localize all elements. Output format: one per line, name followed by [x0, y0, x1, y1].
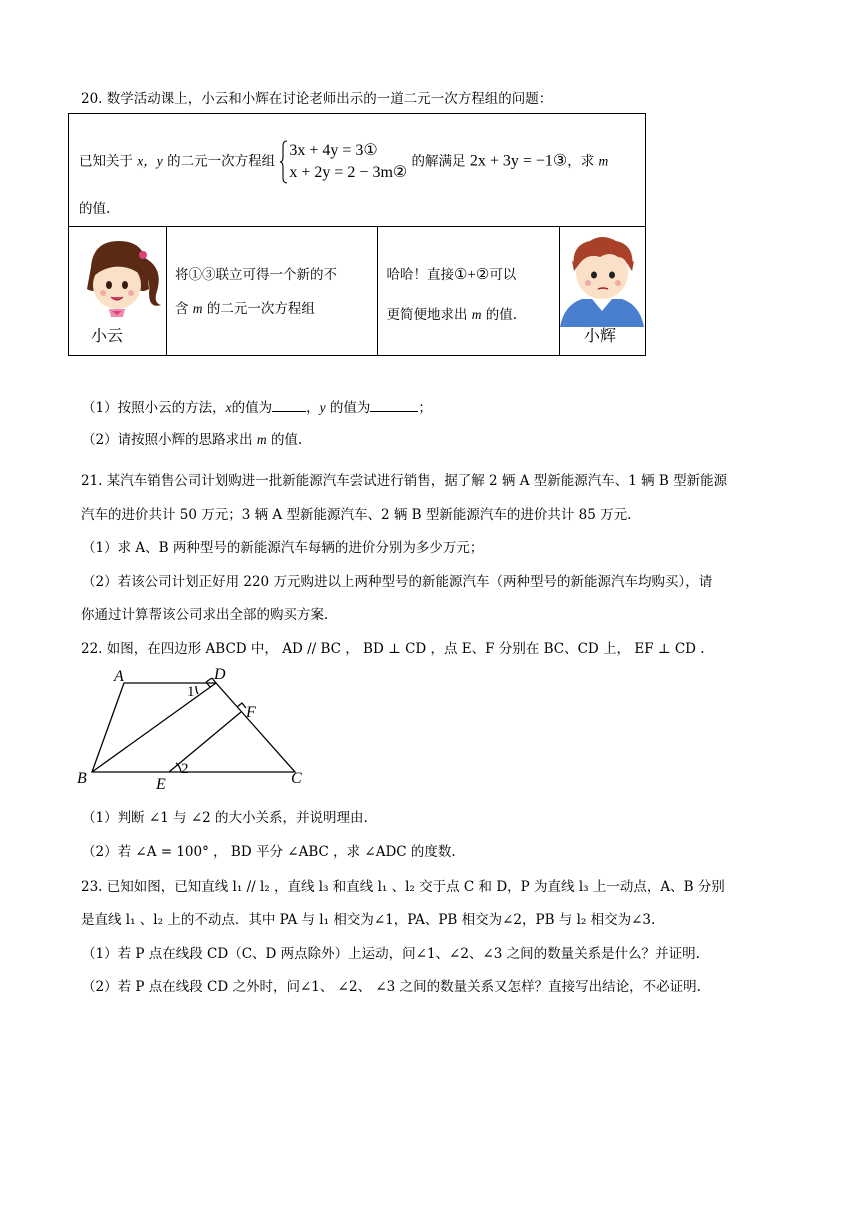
equation-system	[279, 140, 407, 184]
boy-cell	[559, 227, 645, 356]
q23-stem-line2: 是直线 l₁ 、l₂ 上的不动点．其中 PA 与 l₁ 相交为∠1，PA、PB 相交为∠2，PB 与 l₂ 相交为∠3.	[81, 912, 656, 928]
boy-speech-cell: 哈哈！直接①+②可以 更简便地求出 m 的值.	[378, 227, 560, 356]
girl-name: 小云	[91, 326, 124, 345]
angle-2-label: 2	[181, 761, 189, 777]
q21-stem-line1: 21. 某汽车销售公司计划购进一批新能源汽车尝试进行销售，据了解 2 辆 A 型新能源汽车、1 辆 B 型新能源	[81, 473, 728, 489]
quadrilateral-figure	[74, 662, 314, 794]
q22-part2: （2）若 ∠A = 100° ， BD 平分 ∠ABC ，求 ∠ADC 的度数.	[82, 844, 456, 860]
q21-stem-line2: 汽车的进价共计 50 万元；3 辆 A 型新能源汽车、2 辆 B 型新能源汽车的进价共计 85 万元.	[81, 507, 632, 523]
boy-name: 小辉	[583, 326, 616, 345]
label-D: D	[214, 666, 226, 683]
label-B: B	[77, 770, 87, 787]
q20-box-line2: 的值.	[79, 201, 111, 217]
equation-3: 2x + 3y = −1③	[469, 152, 568, 170]
equation-2: x + 2y = 2 − 3m②	[289, 164, 408, 181]
q22-stem: 22. 如图，在四边形 ABCD 中， AD // BC ， BD ⊥ CD ，点 E、F 分别在 BC、CD 上， EF ⊥ CD .	[81, 641, 705, 657]
q20-box-line1: 已知关于 x，y 的二元一次方程组 3x + 4y = 3① x + 2y = 2 − 3m② 的解满足 2x + 3y = −1③，求 m	[79, 140, 608, 184]
q20-stem: 20. 数学活动课上，小云和小辉在讨论老师出示的一道二元一次方程组的问题：	[81, 91, 553, 107]
label-C: C	[291, 770, 302, 787]
q23-part2: （2）若 P 点在线段 CD 之外时，问∠1、 ∠2、 ∠3 之间的数量关系又怎样？直接写出结论，不必证明.	[82, 979, 701, 995]
label-F: F	[246, 704, 256, 721]
girl-speech-cell: 将①③联立可得一个新的不 含 m 的二元一次方程组	[167, 227, 378, 356]
q22-part1: （1）判断 ∠1 与 ∠2 的大小关系，并说明理由.	[82, 810, 368, 826]
label-A: A	[114, 668, 124, 685]
q20-part1: （1）按照小云的方法，x的值为 ，y 的值为 ；	[82, 400, 432, 416]
q23-part1: （1）若 P 点在线段 CD（C、D 两点除外）上运动，问∠1、∠2、∠3 之间的数量关系是什么？并证明.	[82, 946, 700, 962]
q20-problem-box	[68, 113, 646, 356]
q23-stem-line1: 23. 已知如图，已知直线 l₁ // l₂ ，直线 l₃ 和直线 l₁ 、l₂ 交于点 C 和 D，P 为直线 l₃ 上一动点，A、B 分别	[81, 879, 725, 895]
q21-part2-line1: （2）若该公司计划正好用 220 万元购进以上两种型号的新能源汽车（两种型号的新能源汽车均购买），请	[82, 574, 713, 590]
q21-part2-line2: 你通过计算帮该公司求出全部的购买方案.	[81, 607, 329, 623]
q21-part1: （1）求 A、B 两种型号的新能源汽车每辆的进价分别为多少万元；	[82, 540, 484, 556]
q20-part2: （2）请按照小辉的思路求出 m 的值.	[82, 432, 303, 448]
label-E: E	[156, 776, 166, 793]
brace-icon	[279, 140, 289, 184]
angle-1-label: 1	[187, 684, 195, 700]
girl-cell	[69, 227, 167, 356]
equation-1: 3x + 4y = 3①	[289, 142, 378, 159]
